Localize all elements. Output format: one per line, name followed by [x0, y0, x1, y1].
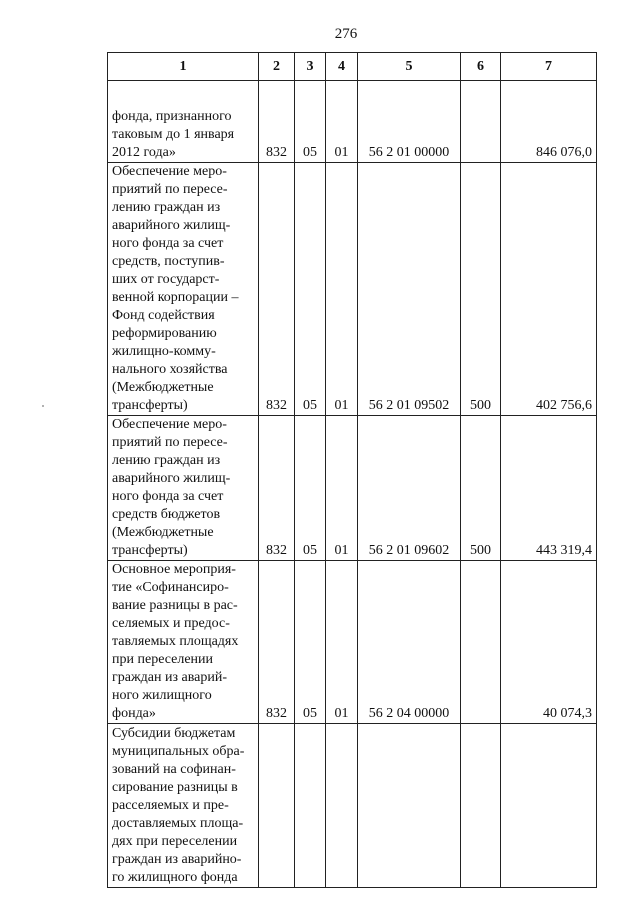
row-col5: 56 2 01 00000	[358, 81, 461, 163]
row-col6	[461, 81, 501, 163]
row-col6: 500	[461, 163, 501, 416]
row-description: Субсидии бюджетам муниципальных обра- зований на софинан- сирование разницы в расселяемых и пре- доставляемых площа- дях при переселении граждан из аварийно- го жилищного фонда	[108, 724, 259, 888]
row-col7: 40 074,3	[501, 561, 597, 724]
row-col6	[461, 561, 501, 724]
budget-table	[107, 52, 597, 888]
row-col5: 56 2 01 09602	[358, 416, 461, 561]
table-row	[108, 163, 597, 416]
row-col3: 05	[295, 163, 326, 416]
header-col-1: 1	[108, 53, 259, 81]
row-col6: 500	[461, 416, 501, 561]
row-col6	[461, 724, 501, 888]
row-col4	[326, 724, 358, 888]
header-col-3: 3	[295, 53, 326, 81]
row-col5: 56 2 04 00000	[358, 561, 461, 724]
row-col2	[259, 724, 295, 888]
header-col-5: 5	[358, 53, 461, 81]
row-col3	[295, 724, 326, 888]
row-col7	[501, 724, 597, 888]
row-col3: 05	[295, 81, 326, 163]
scan-speck	[42, 405, 44, 407]
row-col4: 01	[326, 561, 358, 724]
row-col5: 56 2 01 09502	[358, 163, 461, 416]
header-col-7: 7	[501, 53, 597, 81]
row-col3: 05	[295, 561, 326, 724]
row-col4: 01	[326, 81, 358, 163]
header-col-4: 4	[326, 53, 358, 81]
row-col2: 832	[259, 163, 295, 416]
row-description: Обеспечение меро- приятий по пересе- лению граждан из аварийного жилищ- ного фонда за счет средств, поступив- ших от государст- венной корпорации – Фонд содействия реформированию жилищно-комму- нального хозяйства (Межбюджетные трансферты)	[108, 163, 259, 416]
table-row	[108, 561, 597, 724]
header-col-2: 2	[259, 53, 295, 81]
table-row	[108, 724, 597, 888]
row-description: Обеспечение меро- приятий по пересе- лению граждан из аварийного жилищ- ного фонда за счет средств бюджетов (Межбюджетные трансферты)	[108, 416, 259, 561]
header-row	[108, 53, 597, 81]
row-col2: 832	[259, 561, 295, 724]
header-col-6: 6	[461, 53, 501, 81]
row-col5	[358, 724, 461, 888]
row-col7: 402 756,6	[501, 163, 597, 416]
row-col4: 01	[326, 163, 358, 416]
row-col3: 05	[295, 416, 326, 561]
page-number: 276	[334, 26, 358, 42]
table-row	[108, 416, 597, 561]
row-col7: 846 076,0	[501, 81, 597, 163]
row-col7: 443 319,4	[501, 416, 597, 561]
row-description: Основное мероприя- тие «Софинансиро- вание разницы в рас- селяемых и предос- тавляемых площадях при переселении граждан из аварий- ного жилищного фонда»	[108, 561, 259, 724]
row-col4: 01	[326, 416, 358, 561]
row-col2: 832	[259, 81, 295, 163]
table-row	[108, 81, 597, 163]
row-col2: 832	[259, 416, 295, 561]
row-description: фонда, признанного таковым до 1 января 2012 года»	[108, 81, 259, 163]
